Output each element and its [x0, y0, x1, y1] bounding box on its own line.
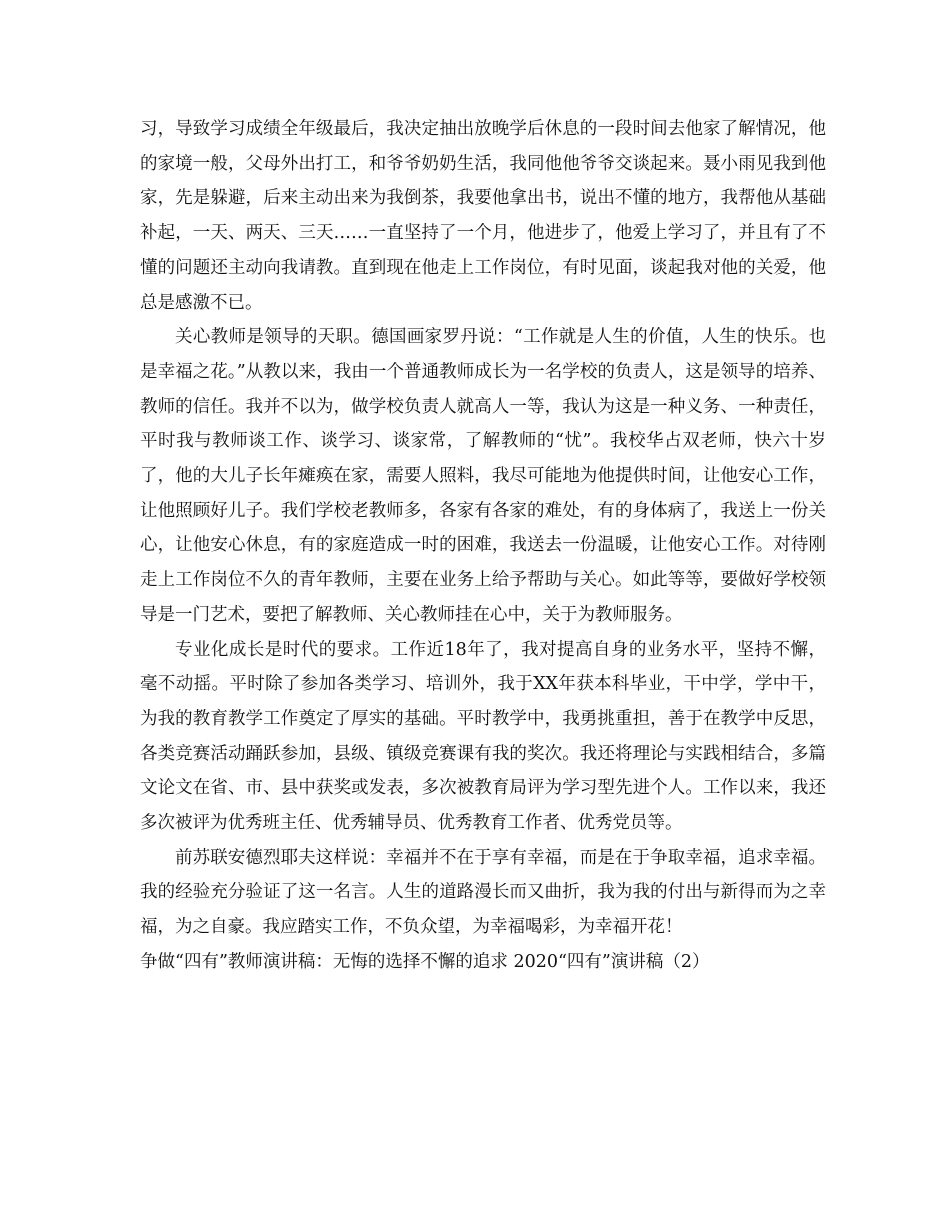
- next-article-title: 争做“四有”教师演讲稿：无悔的选择不懈的追求 2020“四有”演讲稿（2）: [140, 951, 710, 972]
- paragraph-happiness: 前苏联安德烈耶夫这样说：幸福并不在于享有幸福，而是在于争取幸福，追求幸福。我的经验充分验证了这一名言。人生的道路漫长而又曲折，我为我的付出与新得而为之幸福，为之自豪。我应踏实工作，不负众望，为幸福喝彩，为幸福开花！: [140, 847, 826, 938]
- paragraph-professional-growth: 专业化成长是时代的要求。工作近18年了，我对提高自身的业务水平，坚持不懈，毫不动摇。平时除了参加各类学习、培训外，我于XX年获本科毕业，干中学，学中干，为我的教育教学工作奠定了厚实的基础。平时教学中，我勇挑重担，善于在教学中反思，各类竞赛活动踊跃参加，县级、镇级竞赛课有我的奖次。我还将理论与实践相结合，多篇文论文在省、市、县中获奖或发表，多次被教育局评为学习型先进个人。工作以来，我还多次被评为优秀班主任、优秀辅导员、优秀教育工作者、优秀党员等。: [140, 639, 826, 834]
- paragraph-caring-teachers: 关心教师是领导的天职。德国画家罗丹说：“工作就是人生的价值，人生的快乐。也是幸福之花。”从教以来，我由一个普通教师成长为一名学校的负责人，这是领导的培养、教师的信任。我并不以为，做学校负责人就高人一等，我认为这是一种义务、一种责任，平时我与教师谈工作、谈学习、谈家常，了解教师的“忧”。我校华占双老师，快六十岁了，他的大儿子长年瘫痪在家，需要人照料，我尽可能地为他提供时间，让他安心工作，让他照顾好儿子。我们学校老教师多，各家有各家的难处，有的身体病了，我送上一份关心，让他安心休息，有的家庭造成一时的困难，我送去一份温暖，让他安心工作。对待刚走上工作岗位不久的青年教师，主要在业务上给予帮助与关心。如此等等，要做好学校领导是一门艺术，要把了解教师、关心教师挂在心中，关于为教师服务。: [140, 327, 826, 625]
- paragraph-continuation: 习，导致学习成绩全年级最后，我决定抽出放晚学后休息的一段时间去他家了解情况，他的家境一般，父母外出打工，和爷爷奶奶生活，我同他他爷爷交谈起来。聂小雨见我到他家，先是躲避，后来主动出来为我倒茶，我要他拿出书，说出不懂的地方，我帮他从基础补起，一天、两天、三天……一直坚持了一个月，他进步了，他爱上学习了，并且有了不懂的问题还主动向我请教。直到现在他走上工作岗位，有时见面，谈起我对他的关爱，他总是感激不已。: [140, 119, 826, 313]
- document-body: [140, 112, 826, 980]
